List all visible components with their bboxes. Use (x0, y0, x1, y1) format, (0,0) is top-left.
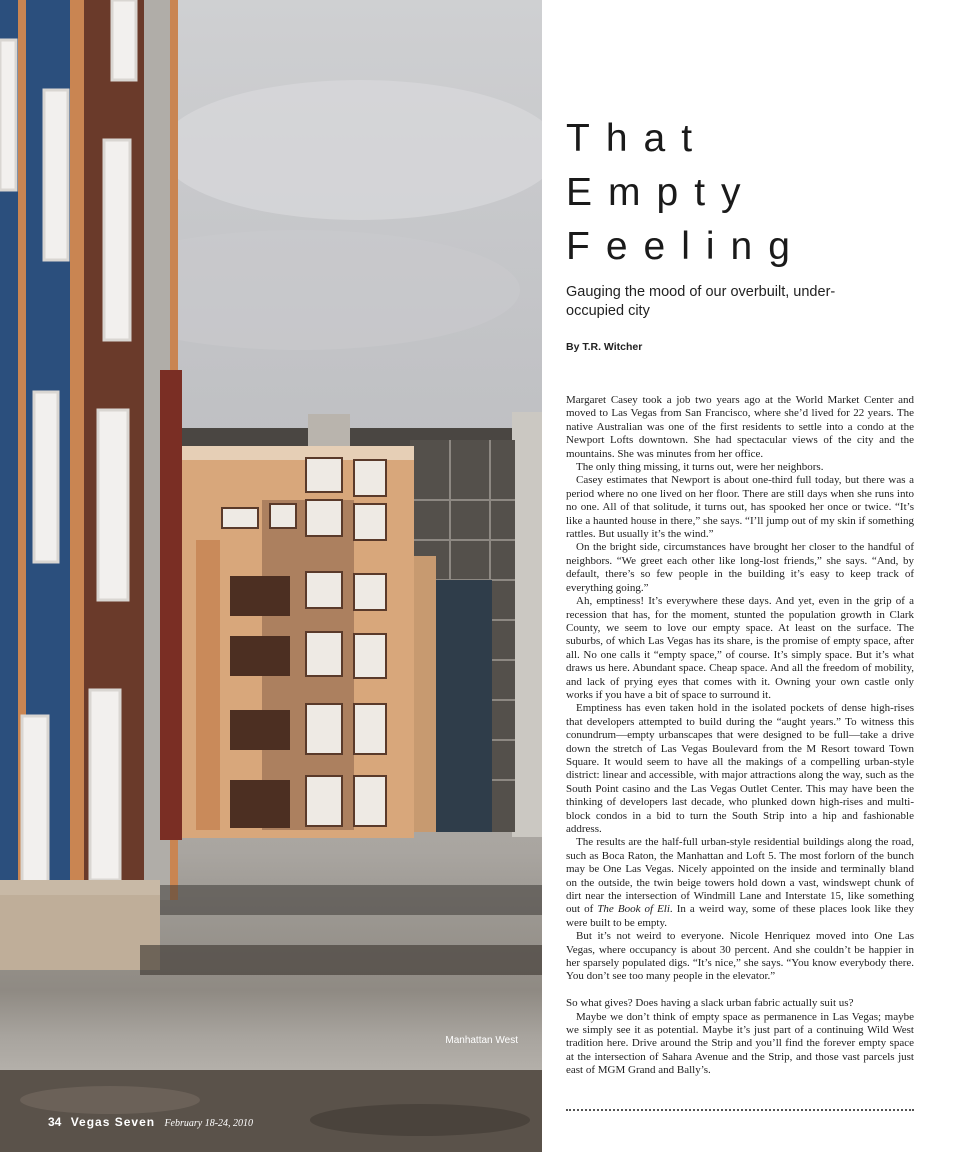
article-byline: By T.R. Witcher (566, 341, 643, 353)
photo-caption: Manhattan West (445, 1035, 518, 1046)
magazine-name: Vegas Seven (70, 1115, 156, 1129)
body-text: The results are the half-full urban-style residential buildings along the road, such as Boca Raton, the Manhattan and Loft 5. The most forlorn of the bunch may be One Las Vegas. Nicely appointed on the inside and terminally bland on the outside, the twin beige towers hold down a vast, windswept chunk of dirt near the intersection of Windmill Lane and Interstate 15, like something out of (566, 836, 914, 916)
page-number: 34 (48, 1115, 62, 1129)
body-text: . In a weird way, some of these places look like they were built to be empty. (566, 903, 914, 929)
headline-line: That (566, 117, 709, 160)
dotted-rule (566, 1109, 914, 1111)
body-paragraph: Ah, emptiness! It’s everywhere these days. And yet, even in the grip of a recession that has, for the moment, stunted the population growth in Clark County, we seem to love our empty space. At least on the surface. The suburbs, of which Las Vegas has its share, is the promise of empty space, after all. No one calls it “empty space,” of course. It’s simply space. But it’s what draws us here. Abundant space. Cheap space. And all the freedom of mobility, and lack of prying eyes that comes with it. Owning your own castle only works if you have a bit of space to surround it. (566, 595, 914, 701)
body-paragraph: Emptiness has even taken hold in the isolated pockets of dense high-rises that developers attempted to build during the “aught years.” To witness this conundrum—empty urbanscapes that were designed to be full—take a drive down the stretch of Las Vegas Boulevard from the M Resort toward Town Square. It would seem to have all the makings of a compelling urban-style district: linear and accessible, with major attractions along the way, such as the South Point casino and the Las Vegas Outlet Center. This may have been the thinking of developers last decade, who plunked down high-rises and multi-block condos in a bid to turn the South Strip into a hip and fashionable address. (566, 702, 914, 835)
headline-line: Feeling (566, 225, 806, 268)
body-paragraph: But it’s not weird to everyone. Nicole Henriquez moved into One Las Vegas, where occupancy is about 30 percent. And she couldn’t be happier in her sparsely populated digs. “It’s nice,” she says. “You know everybody there. You don’t see too many people in the elevator.” (566, 930, 914, 983)
body-paragraph: Margaret Casey took a job two years ago at the World Market Center and moved to Las Vegas from San Francisco, where she’d lived for 22 years. The native Australian was one of the first residents to settle into a condo at the Newport Lofts downtown. She had spectacular views of the city and the mountains. She was minutes from her office. (566, 394, 914, 460)
book-title: The Book of Eli (597, 903, 670, 916)
article-headline (566, 112, 946, 274)
body-paragraph: Casey estimates that Newport is about one-third full today, but there was a period where no one lived on her floor. There are still days when she runs into no one. All of that solitude, it turns out, has spooked her once or twice. “It’s like a haunted house in there,” she says. “I’ll jump out of my skin if something rattles. But usually it’s the wind.” (566, 474, 914, 541)
body-paragraph: The only thing missing, it turns out, were her neighbors. (576, 461, 824, 474)
issue-date: February 18-24, 2010 (164, 1118, 254, 1129)
article-deck: Gauging the mood of our overbuilt, under-occupied city (566, 284, 836, 319)
body-paragraph (566, 836, 914, 930)
headline-line: Empty (566, 171, 757, 214)
body-paragraph: On the bright side, circumstances have brought her closer to the handful of neighbors. “We greet each other like long-lost friends,” she says. “And, by default, there’s so few people in the building it’s easy to keep track of everything going.” (566, 541, 914, 594)
article-body (566, 394, 914, 1078)
page-folio (48, 1115, 253, 1129)
body-paragraph: Maybe we don’t think of empty space as permanence in Las Vegas; maybe we simply see it as potential. Maybe it’s just part of a continuing Wild West tradition here. Drive around the Strip and you’ll find the forever empty space at the intersection of Sahara Avenue and the Strip, and those vast parcels just east of MGM Grand and Bally’s. (566, 1010, 914, 1077)
body-paragraph: So what gives? Does having a slack urban fabric actually suit us? (566, 997, 854, 1010)
